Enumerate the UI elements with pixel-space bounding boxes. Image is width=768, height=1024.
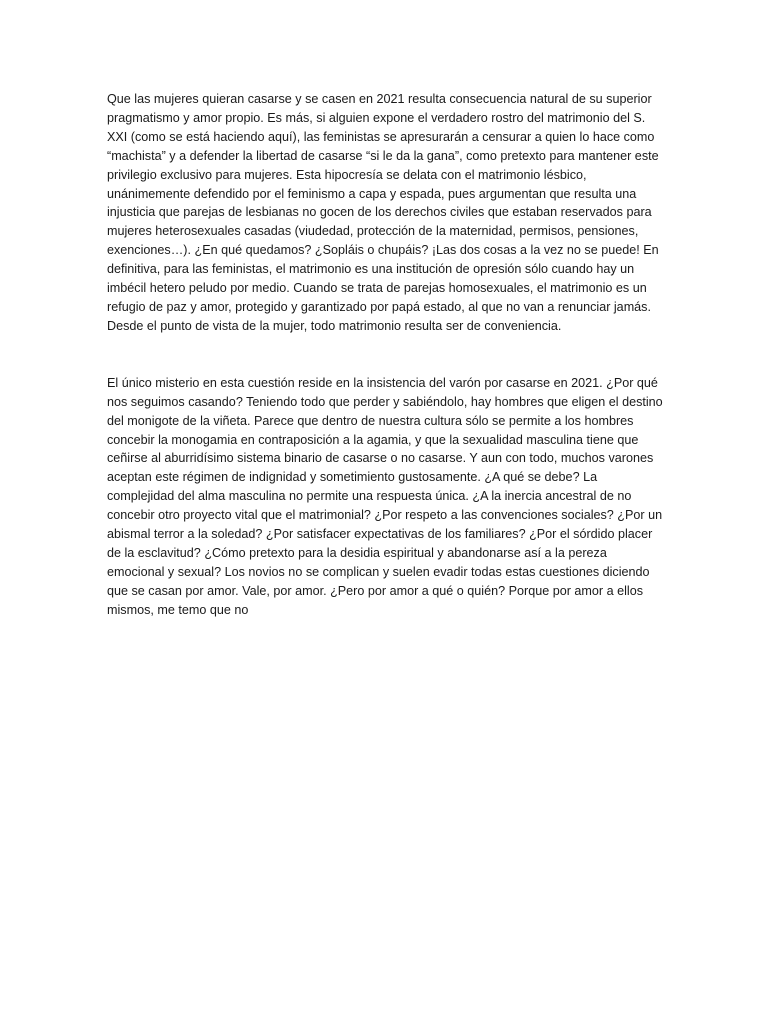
paragraph-1: Que las mujeres quieran casarse y se casen en 2021 resulta consecuencia natural de su superior pragmatismo y amor propio. Es más, si alguien expone el verdadero rostro del matrimonio del S. XXI (como se está haciendo aquí), las feministas se apresurarán a censurar a quien lo hace como “machista” y a defender la libertad de casarse “si le da la gana”, como pretexto para mantener este privilegio exclusivo para mujeres. Esta hipocresía se delata con el matrimonio lésbico, unánimemente defendido por el feminismo a capa y espada, pues argumentan que resulta una injusticia que parejas de lesbianas no gocen de los derechos civiles que estaban reservados para mujeres heterosexuales casadas (viudedad, protección de la maternidad, permisos, pensiones, exenciones…). ¿En qué quedamos? ¿Sopláis o chupáis? ¡Las dos cosas a la vez no se puede! En definitiva, para las feministas, el matrimonio es una institución de opresión sólo cuando hay un imbécil hetero peludo por medio. Cuando se trata de parejas homosexuales, el matrimonio es un refugio de paz y amor, protegido y garantizado por papá estado, al que no van a renunciar jamás. Desde el punto de vista de la mujer, todo matrimonio resulta ser de conveniencia.	[107, 92, 659, 333]
paragraph-2: El único misterio en esta cuestión reside en la insistencia del varón por casarse en 2021. ¿Por qué nos seguimos casando? Teniendo todo que perder y sabiéndolo, hay hombres que eligen el destino del monigote de la viñeta. Parece que dentro de nuestra cultura sólo se permite a los hombres concebir la monogamia en contraposición a la agamia, y que la sexualidad masculina tiene que ceñirse al aburridísimo sistema binario de casarse o no casarse. Y aun con todo, muchos varones aceptan este régimen de indignidad y sometimiento gustosamente. ¿A qué se debe? La complejidad del alma masculina no permite una respuesta única. ¿A la inercia ancestral de no concebir otro proyecto vital que el matrimonial? ¿Por respeto a las convenciones sociales? ¿Por un abismal terror a la soledad? ¿Por satisfacer expectativas de los familiares? ¿Por el sórdido placer de la esclavitud? ¿Cómo pretexto para la desidia espiritual y abandonarse así a la pereza emocional y sexual? Los novios no se complican y suelen evadir todas estas cuestiones diciendo que se casan por amor. Vale, por amor. ¿Pero por amor a qué o quién? Porque por amor a ellos mismos, me temo que no	[107, 375, 663, 617]
document-body	[107, 90, 663, 620]
